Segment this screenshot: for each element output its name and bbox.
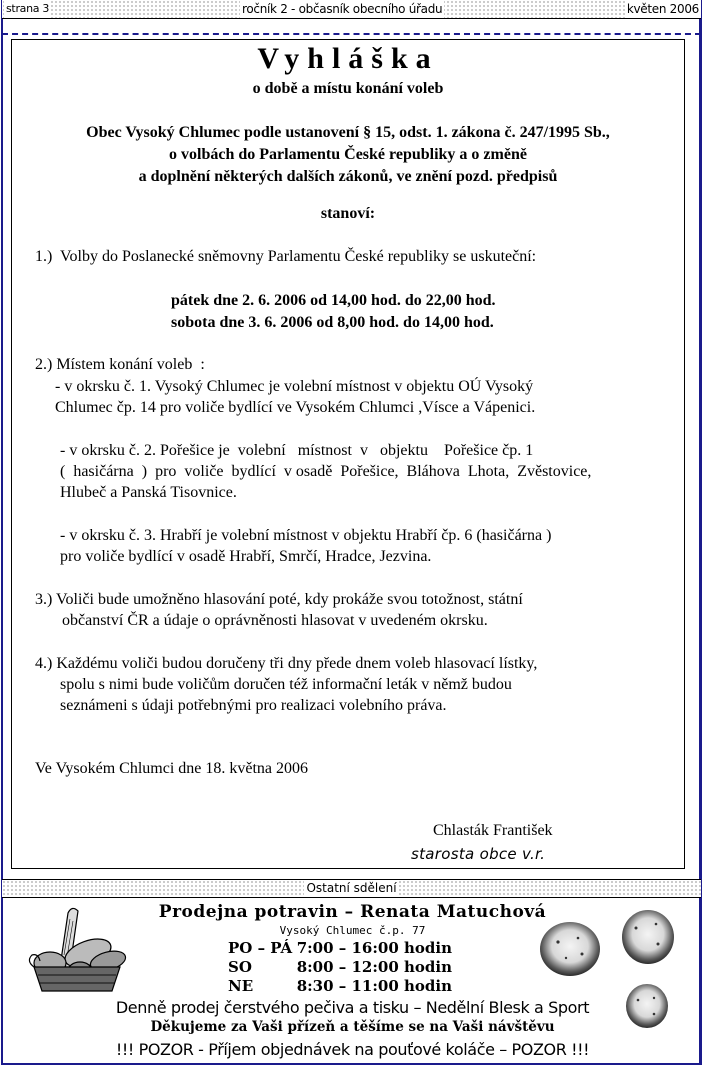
- point-1: 1.) Volby do Poslanecké sněmovny Parlamentu České republiky se uskuteční:: [35, 248, 537, 265]
- hours-time: 8:30 – 11:00 hodin: [296, 977, 452, 995]
- election-date-friday: pátek dne 2. 6. 2006 od 14,00 hod. do 22,00 hod.: [171, 292, 496, 309]
- place-date: Ve Vysokém Chlumci dne 18. května 2006: [35, 760, 309, 777]
- shop-name: Prodejna potravin – Renata Matuchová: [158, 902, 547, 922]
- page-header: [2, 0, 701, 19]
- issue-title: ročník 2 - občasník obecního úřadu: [242, 2, 443, 16]
- hours-day: NE: [228, 977, 254, 995]
- section-title: Ostatní sdělení: [306, 881, 397, 895]
- ad-notice: !!! POZOR - Příjem objednávek na pouťové koláče – POZOR !!!: [115, 1040, 590, 1059]
- intro-line: o volbách do Parlamentu České republiky a o změně: [169, 146, 527, 163]
- district-2-line: - v okrsku č. 2. Pořešice je volební místnost v objektu Pořešice čp. 1: [60, 442, 534, 459]
- point-4-line: seznámeni s údaji potřebnými pro realizaci volebního práva.: [60, 697, 447, 714]
- intro-line: Obec Vysoký Chlumec podle ustanovení § 15, odst. 1. zákona č. 247/1995 Sb.,: [86, 124, 610, 141]
- hours-time: 7:00 – 16:00 hodin: [296, 939, 452, 957]
- shop-address: Vysoký Chlumec č.p. 77: [279, 924, 426, 937]
- district-3-line: - v okrsku č. 3. Hrabří je volební místnost v objektu Hrabří čp. 6 (hasičárna ): [60, 527, 552, 544]
- point-3-line: 3.) Voliči bude umožněno hlasování poté, kdy prokáže svou totožnost, státní: [35, 591, 523, 608]
- district-3-line: pro voliče bydlící v osadě Hrabří, Smrčí, Hradce, Jezvina.: [60, 548, 432, 565]
- signatory-role: starosta obce v.r.: [411, 845, 546, 863]
- notice-subtitle: o době a místu konání voleb: [252, 80, 444, 97]
- district-2-line: ( hasičárna ) pro voliče bydlící v osadě Pořešice, Bláhova Lhota, Zvěstovice,: [60, 463, 592, 480]
- decrees-label: stanoví:: [320, 205, 376, 222]
- intro-line: a doplnění některých dalších zákonů, ve znění pozd. předpisů: [138, 168, 558, 185]
- hours-day: SO: [228, 958, 252, 976]
- point-2-heading: 2.) Místem konání voleb :: [35, 356, 205, 373]
- notice-title: Vyhláška: [257, 42, 439, 75]
- hours-day: PO – PÁ: [228, 939, 293, 957]
- signatory-name: Chlasták František: [433, 822, 553, 839]
- ad-thanks: Děkujeme za Vaši přízeň a těšíme se na Vaši návštěvu: [150, 1019, 555, 1035]
- hours-time: 8:00 – 12:00 hodin: [296, 958, 452, 976]
- district-1-line: Chlumec čp. 14 pro voliče bydlící ve Vysokém Chlumci ,Vísce a Vápenici.: [55, 399, 536, 416]
- point-3-line: občanství ČR a údaje o oprávněnosti hlasovat v uvedeném okrsku.: [62, 612, 488, 629]
- point-4-line: spolu s nimi bude voličům doručen též informační leták v němž budou: [60, 676, 512, 693]
- district-1-line: - v okrsku č. 1. Vysoký Chlumec je volební místnost v objektu OÚ Vysoký: [55, 378, 534, 395]
- ad-daily-offer: Denně prodej čerstvého pečiva a tisku – Nedělní Blesk a Sport: [115, 998, 590, 1017]
- dashed-divider: [2, 33, 701, 35]
- issue-date: květen 2006: [626, 2, 699, 16]
- point-4-line: 4.) Každému voliči budou doručeny tři dny přede dnem voleb hlasovací lístky,: [35, 655, 538, 672]
- district-2-line: Hlubeč a Panská Tisovnice.: [60, 484, 237, 501]
- notice-box: [11, 39, 685, 869]
- section-header: [2, 879, 701, 898]
- notice-intro: [12, 122, 684, 188]
- election-date-saturday: sobota dne 3. 6. 2006 od 8,00 hod. do 14,00 hod.: [171, 314, 494, 331]
- page-number: strana 3: [4, 0, 51, 18]
